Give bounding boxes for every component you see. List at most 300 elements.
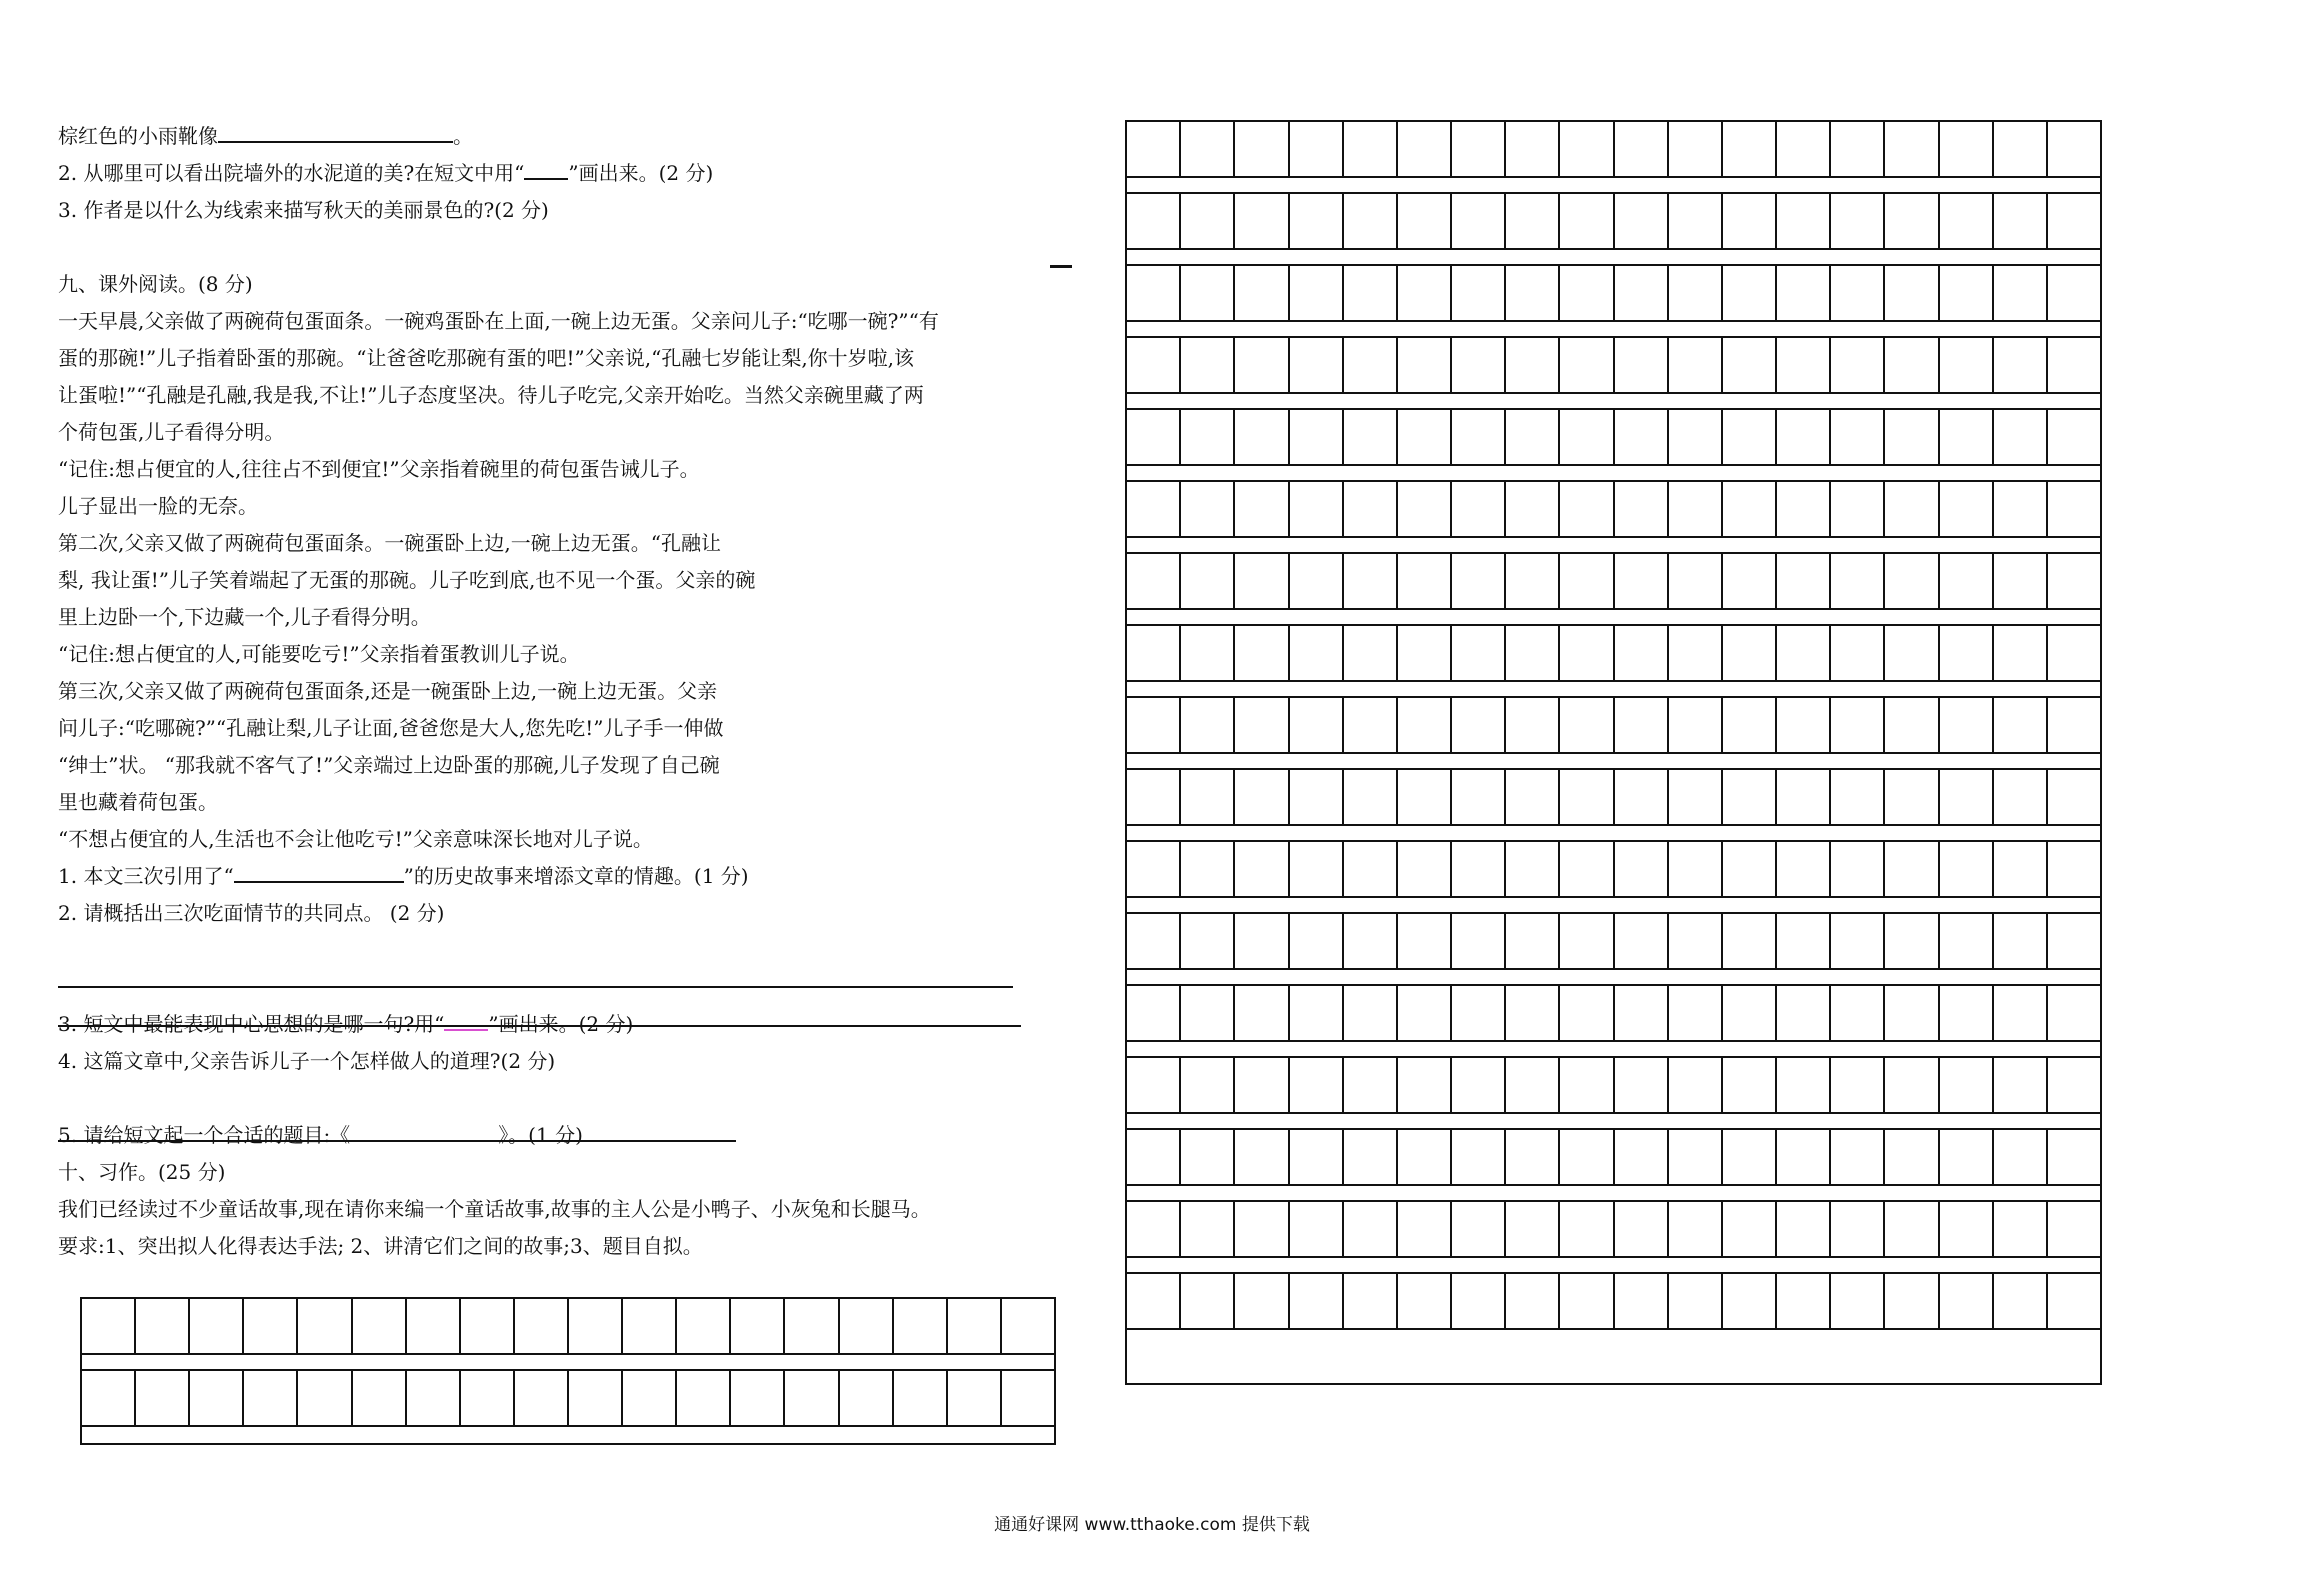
writing-grid-left[interactable] bbox=[80, 1297, 1056, 1445]
grid-cell[interactable] bbox=[1235, 122, 1289, 178]
grid-cell[interactable] bbox=[1506, 626, 1560, 682]
grid-cell[interactable] bbox=[1506, 338, 1560, 394]
grid-cell[interactable] bbox=[1560, 986, 1614, 1042]
grid-cell[interactable] bbox=[1723, 266, 1777, 322]
grid-cell[interactable] bbox=[1290, 986, 1344, 1042]
grid-cell[interactable] bbox=[1560, 914, 1614, 970]
grid-cell[interactable] bbox=[1398, 410, 1452, 466]
grid-cell[interactable] bbox=[1235, 626, 1289, 682]
grid-cell[interactable] bbox=[1615, 986, 1669, 1042]
grid-cell[interactable] bbox=[1669, 986, 1723, 1042]
grid-cell[interactable] bbox=[1723, 770, 1777, 826]
grid-cell[interactable] bbox=[2048, 626, 2100, 682]
grid-cell[interactable] bbox=[1181, 338, 1235, 394]
grid-cell[interactable] bbox=[1452, 1202, 1506, 1258]
grid-cell[interactable] bbox=[1452, 122, 1506, 178]
grid-cell[interactable] bbox=[1002, 1371, 1054, 1427]
grid-cell[interactable] bbox=[1723, 986, 1777, 1042]
grid-cell[interactable] bbox=[1723, 122, 1777, 178]
grid-cell[interactable] bbox=[1127, 1202, 1181, 1258]
grid-cell[interactable] bbox=[1127, 770, 1181, 826]
grid-cell[interactable] bbox=[1615, 914, 1669, 970]
grid-cell[interactable] bbox=[1560, 194, 1614, 250]
grid-cell[interactable] bbox=[1344, 698, 1398, 754]
grid-cell[interactable] bbox=[1669, 1130, 1723, 1186]
grid-cell[interactable] bbox=[1669, 482, 1723, 538]
grid-cell[interactable] bbox=[894, 1299, 948, 1355]
grid-cell[interactable] bbox=[1560, 842, 1614, 898]
grid-cell[interactable] bbox=[1235, 194, 1289, 250]
grid-cell[interactable] bbox=[1831, 194, 1885, 250]
grid-cell[interactable] bbox=[1940, 410, 1994, 466]
grid-cell[interactable] bbox=[1181, 626, 1235, 682]
grid-cell[interactable] bbox=[1398, 338, 1452, 394]
grid-cell[interactable] bbox=[1940, 842, 1994, 898]
grid-cell[interactable] bbox=[1831, 698, 1885, 754]
grid-cell[interactable] bbox=[2048, 770, 2100, 826]
grid-cell[interactable] bbox=[1181, 770, 1235, 826]
grid-cell[interactable] bbox=[1615, 1058, 1669, 1114]
grid-cell[interactable] bbox=[2048, 986, 2100, 1042]
grid-cell[interactable] bbox=[1290, 482, 1344, 538]
grid-cell[interactable] bbox=[1560, 266, 1614, 322]
grid-cell[interactable] bbox=[1940, 1202, 1994, 1258]
grid-cell[interactable] bbox=[1344, 554, 1398, 610]
grid-cell[interactable] bbox=[1831, 554, 1885, 610]
grid-cell[interactable] bbox=[1452, 266, 1506, 322]
grid-cell[interactable] bbox=[407, 1371, 461, 1427]
grid-cell[interactable] bbox=[1669, 1202, 1723, 1258]
grid-cell[interactable] bbox=[1723, 626, 1777, 682]
grid-cell[interactable] bbox=[1290, 194, 1344, 250]
grid-cell[interactable] bbox=[1669, 554, 1723, 610]
grid-cell[interactable] bbox=[785, 1299, 839, 1355]
grid-cell[interactable] bbox=[1615, 482, 1669, 538]
grid-cell[interactable] bbox=[1723, 842, 1777, 898]
grid-cell[interactable] bbox=[1560, 1274, 1614, 1330]
grid-cell[interactable] bbox=[1994, 770, 2048, 826]
grid-cell[interactable] bbox=[948, 1371, 1002, 1427]
grid-cell[interactable] bbox=[1777, 1202, 1831, 1258]
grid-cell[interactable] bbox=[1344, 770, 1398, 826]
grid-cell[interactable] bbox=[2048, 1058, 2100, 1114]
grid-cell[interactable] bbox=[1940, 770, 1994, 826]
grid-cell[interactable] bbox=[1398, 122, 1452, 178]
grid-cell[interactable] bbox=[1290, 266, 1344, 322]
grid-cell[interactable] bbox=[1669, 410, 1723, 466]
grid-cell[interactable] bbox=[1994, 266, 2048, 322]
grid-cell[interactable] bbox=[1235, 554, 1289, 610]
grid-cell[interactable] bbox=[1560, 554, 1614, 610]
grid-cell[interactable] bbox=[1831, 770, 1885, 826]
grid-cell[interactable] bbox=[1235, 266, 1289, 322]
grid-cell[interactable] bbox=[2048, 554, 2100, 610]
grid-cell[interactable] bbox=[1994, 122, 2048, 178]
grid-cell[interactable] bbox=[82, 1299, 136, 1355]
grid-cell[interactable] bbox=[1615, 266, 1669, 322]
grid-cell[interactable] bbox=[1127, 986, 1181, 1042]
grid-cell[interactable] bbox=[1615, 770, 1669, 826]
grid-cell[interactable] bbox=[1344, 626, 1398, 682]
grid-cell[interactable] bbox=[1831, 1130, 1885, 1186]
grid-cell[interactable] bbox=[136, 1299, 190, 1355]
grid-cell[interactable] bbox=[1344, 1130, 1398, 1186]
grid-cell[interactable] bbox=[1885, 1274, 1939, 1330]
grid-cell[interactable] bbox=[2048, 1274, 2100, 1330]
fill-blank[interactable] bbox=[234, 861, 404, 883]
grid-cell[interactable] bbox=[1181, 410, 1235, 466]
grid-cell[interactable] bbox=[1452, 914, 1506, 970]
grid-cell[interactable] bbox=[1290, 914, 1344, 970]
grid-cell[interactable] bbox=[1235, 1130, 1289, 1186]
grid-cell[interactable] bbox=[1181, 1274, 1235, 1330]
grid-cell[interactable] bbox=[1831, 986, 1885, 1042]
answer-line[interactable] bbox=[58, 1140, 736, 1142]
grid-cell[interactable] bbox=[1181, 122, 1235, 178]
grid-cell[interactable] bbox=[677, 1299, 731, 1355]
fill-blank[interactable] bbox=[350, 1120, 498, 1142]
grid-cell[interactable] bbox=[1398, 266, 1452, 322]
grid-cell[interactable] bbox=[2048, 1202, 2100, 1258]
grid-cell[interactable] bbox=[1235, 338, 1289, 394]
grid-cell[interactable] bbox=[1669, 626, 1723, 682]
grid-cell[interactable] bbox=[1885, 266, 1939, 322]
grid-cell[interactable] bbox=[1777, 626, 1831, 682]
grid-cell[interactable] bbox=[1181, 1202, 1235, 1258]
grid-cell[interactable] bbox=[1344, 338, 1398, 394]
answer-line[interactable] bbox=[58, 1025, 1021, 1027]
fill-blank[interactable] bbox=[444, 1009, 488, 1031]
grid-cell[interactable] bbox=[1885, 1058, 1939, 1114]
grid-cell[interactable] bbox=[1452, 842, 1506, 898]
grid-cell[interactable] bbox=[623, 1299, 677, 1355]
grid-cell[interactable] bbox=[1723, 1130, 1777, 1186]
grid-cell[interactable] bbox=[1615, 842, 1669, 898]
grid-cell[interactable] bbox=[1235, 986, 1289, 1042]
grid-cell[interactable] bbox=[1398, 554, 1452, 610]
grid-cell[interactable] bbox=[569, 1299, 623, 1355]
grid-cell[interactable] bbox=[1181, 698, 1235, 754]
grid-cell[interactable] bbox=[1290, 698, 1344, 754]
fill-blank[interactable] bbox=[218, 121, 453, 143]
grid-cell[interactable] bbox=[1344, 266, 1398, 322]
grid-cell[interactable] bbox=[1777, 914, 1831, 970]
grid-cell[interactable] bbox=[1560, 122, 1614, 178]
grid-cell[interactable] bbox=[1940, 482, 1994, 538]
grid-cell[interactable] bbox=[1831, 410, 1885, 466]
grid-cell[interactable] bbox=[1127, 338, 1181, 394]
grid-cell[interactable] bbox=[1831, 842, 1885, 898]
grid-cell[interactable] bbox=[1669, 122, 1723, 178]
grid-cell[interactable] bbox=[1290, 1202, 1344, 1258]
grid-cell[interactable] bbox=[1777, 554, 1831, 610]
grid-cell[interactable] bbox=[1452, 482, 1506, 538]
grid-cell[interactable] bbox=[1777, 266, 1831, 322]
grid-cell[interactable] bbox=[1127, 842, 1181, 898]
grid-cell[interactable] bbox=[1777, 1130, 1831, 1186]
grid-cell[interactable] bbox=[2048, 338, 2100, 394]
grid-cell[interactable] bbox=[353, 1299, 407, 1355]
grid-cell[interactable] bbox=[1452, 1130, 1506, 1186]
grid-cell[interactable] bbox=[2048, 410, 2100, 466]
grid-cell[interactable] bbox=[1615, 554, 1669, 610]
grid-cell[interactable] bbox=[1127, 626, 1181, 682]
grid-cell[interactable] bbox=[1885, 626, 1939, 682]
grid-cell[interactable] bbox=[1777, 410, 1831, 466]
grid-cell[interactable] bbox=[1994, 1202, 2048, 1258]
grid-cell[interactable] bbox=[1777, 122, 1831, 178]
grid-cell[interactable] bbox=[1777, 698, 1831, 754]
grid-cell[interactable] bbox=[1560, 1058, 1614, 1114]
grid-cell[interactable] bbox=[1560, 410, 1614, 466]
grid-cell[interactable] bbox=[1994, 698, 2048, 754]
grid-cell[interactable] bbox=[623, 1371, 677, 1427]
grid-cell[interactable] bbox=[1290, 770, 1344, 826]
grid-cell[interactable] bbox=[1669, 1274, 1723, 1330]
grid-cell[interactable] bbox=[1344, 1274, 1398, 1330]
grid-cell[interactable] bbox=[1940, 122, 1994, 178]
grid-cell[interactable] bbox=[1290, 1130, 1344, 1186]
grid-cell[interactable] bbox=[1181, 1058, 1235, 1114]
grid-cell[interactable] bbox=[1506, 1130, 1560, 1186]
grid-cell[interactable] bbox=[1398, 842, 1452, 898]
grid-cell[interactable] bbox=[1723, 1202, 1777, 1258]
grid-cell[interactable] bbox=[1615, 194, 1669, 250]
grid-cell[interactable] bbox=[1723, 1274, 1777, 1330]
grid-cell[interactable] bbox=[1344, 986, 1398, 1042]
grid-cell[interactable] bbox=[1235, 1274, 1289, 1330]
grid-cell[interactable] bbox=[1831, 1274, 1885, 1330]
grid-cell[interactable] bbox=[1723, 554, 1777, 610]
grid-cell[interactable] bbox=[1615, 122, 1669, 178]
grid-cell[interactable] bbox=[1235, 1058, 1289, 1114]
grid-cell[interactable] bbox=[1452, 1058, 1506, 1114]
grid-cell[interactable] bbox=[1127, 1274, 1181, 1330]
grid-cell[interactable] bbox=[1452, 554, 1506, 610]
grid-cell[interactable] bbox=[1831, 482, 1885, 538]
grid-cell[interactable] bbox=[1452, 986, 1506, 1042]
grid-cell[interactable] bbox=[1994, 914, 2048, 970]
grid-cell[interactable] bbox=[1506, 1058, 1560, 1114]
grid-cell[interactable] bbox=[1398, 1274, 1452, 1330]
grid-cell[interactable] bbox=[2048, 266, 2100, 322]
grid-cell[interactable] bbox=[2048, 842, 2100, 898]
grid-cell[interactable] bbox=[1290, 1274, 1344, 1330]
grid-cell[interactable] bbox=[244, 1299, 298, 1355]
grid-cell[interactable] bbox=[1452, 770, 1506, 826]
grid-cell[interactable] bbox=[1398, 1202, 1452, 1258]
grid-cell[interactable] bbox=[1127, 554, 1181, 610]
grid-cell[interactable] bbox=[1506, 1202, 1560, 1258]
grid-cell[interactable] bbox=[1777, 194, 1831, 250]
grid-cell[interactable] bbox=[1777, 986, 1831, 1042]
grid-cell[interactable] bbox=[1398, 482, 1452, 538]
grid-cell[interactable] bbox=[1885, 194, 1939, 250]
grid-cell[interactable] bbox=[1560, 626, 1614, 682]
grid-cell[interactable] bbox=[1452, 194, 1506, 250]
grid-cell[interactable] bbox=[1994, 1130, 2048, 1186]
grid-cell[interactable] bbox=[785, 1371, 839, 1427]
grid-cell[interactable] bbox=[1344, 194, 1398, 250]
grid-cell[interactable] bbox=[1506, 770, 1560, 826]
grid-cell[interactable] bbox=[2048, 122, 2100, 178]
grid-cell[interactable] bbox=[1506, 698, 1560, 754]
grid-cell[interactable] bbox=[1615, 698, 1669, 754]
grid-cell[interactable] bbox=[1885, 410, 1939, 466]
grid-cell[interactable] bbox=[1002, 1299, 1054, 1355]
grid-cell[interactable] bbox=[1452, 626, 1506, 682]
grid-cell[interactable] bbox=[1398, 1130, 1452, 1186]
grid-cell[interactable] bbox=[1235, 1202, 1289, 1258]
grid-cell[interactable] bbox=[1615, 1274, 1669, 1330]
grid-cell[interactable] bbox=[1127, 698, 1181, 754]
grid-cell[interactable] bbox=[190, 1299, 244, 1355]
grid-cell[interactable] bbox=[1506, 842, 1560, 898]
grid-cell[interactable] bbox=[1560, 698, 1614, 754]
grid-cell[interactable] bbox=[1344, 842, 1398, 898]
grid-cell[interactable] bbox=[1940, 338, 1994, 394]
grid-cell[interactable] bbox=[515, 1299, 569, 1355]
grid-cell[interactable] bbox=[1940, 986, 1994, 1042]
grid-cell[interactable] bbox=[1940, 1058, 1994, 1114]
grid-cell[interactable] bbox=[298, 1371, 352, 1427]
grid-cell[interactable] bbox=[1290, 1058, 1344, 1114]
grid-cell[interactable] bbox=[1181, 914, 1235, 970]
grid-cell[interactable] bbox=[1181, 986, 1235, 1042]
grid-cell[interactable] bbox=[461, 1299, 515, 1355]
grid-cell[interactable] bbox=[1127, 914, 1181, 970]
grid-cell[interactable] bbox=[1290, 410, 1344, 466]
grid-cell[interactable] bbox=[1181, 482, 1235, 538]
grid-cell[interactable] bbox=[1181, 554, 1235, 610]
grid-cell[interactable] bbox=[1831, 1058, 1885, 1114]
grid-cell[interactable] bbox=[1994, 626, 2048, 682]
grid-cell[interactable] bbox=[1885, 1130, 1939, 1186]
grid-cell[interactable] bbox=[1669, 194, 1723, 250]
grid-cell[interactable] bbox=[1831, 626, 1885, 682]
grid-cell[interactable] bbox=[1940, 1274, 1994, 1330]
grid-cell[interactable] bbox=[731, 1299, 785, 1355]
grid-cell[interactable] bbox=[1506, 986, 1560, 1042]
grid-cell[interactable] bbox=[1994, 554, 2048, 610]
grid-cell[interactable] bbox=[1831, 122, 1885, 178]
grid-cell[interactable] bbox=[1344, 410, 1398, 466]
grid-cell[interactable] bbox=[1506, 482, 1560, 538]
grid-cell[interactable] bbox=[948, 1299, 1002, 1355]
grid-cell[interactable] bbox=[1127, 1130, 1181, 1186]
grid-cell[interactable] bbox=[2048, 698, 2100, 754]
grid-cell[interactable] bbox=[1994, 338, 2048, 394]
grid-cell[interactable] bbox=[1181, 194, 1235, 250]
grid-cell[interactable] bbox=[1127, 266, 1181, 322]
grid-cell[interactable] bbox=[190, 1371, 244, 1427]
grid-cell[interactable] bbox=[1452, 410, 1506, 466]
grid-cell[interactable] bbox=[407, 1299, 461, 1355]
grid-cell[interactable] bbox=[1235, 770, 1289, 826]
fill-blank[interactable] bbox=[524, 158, 568, 180]
grid-cell[interactable] bbox=[1235, 842, 1289, 898]
grid-cell[interactable] bbox=[2048, 194, 2100, 250]
grid-cell[interactable] bbox=[1777, 1274, 1831, 1330]
grid-cell[interactable] bbox=[1506, 194, 1560, 250]
grid-cell[interactable] bbox=[1723, 194, 1777, 250]
grid-cell[interactable] bbox=[461, 1371, 515, 1427]
grid-cell[interactable] bbox=[1669, 914, 1723, 970]
grid-cell[interactable] bbox=[1940, 626, 1994, 682]
grid-cell[interactable] bbox=[1181, 266, 1235, 322]
grid-cell[interactable] bbox=[1723, 698, 1777, 754]
grid-cell[interactable] bbox=[1940, 914, 1994, 970]
grid-cell[interactable] bbox=[1344, 1058, 1398, 1114]
grid-cell[interactable] bbox=[1506, 122, 1560, 178]
grid-cell[interactable] bbox=[1777, 482, 1831, 538]
grid-cell[interactable] bbox=[1885, 914, 1939, 970]
grid-cell[interactable] bbox=[1452, 1274, 1506, 1330]
grid-cell[interactable] bbox=[1940, 554, 1994, 610]
grid-cell[interactable] bbox=[1127, 482, 1181, 538]
grid-cell[interactable] bbox=[1560, 338, 1614, 394]
grid-cell[interactable] bbox=[1669, 266, 1723, 322]
grid-cell[interactable] bbox=[1127, 1058, 1181, 1114]
grid-cell[interactable] bbox=[1127, 194, 1181, 250]
grid-cell[interactable] bbox=[1344, 122, 1398, 178]
grid-cell[interactable] bbox=[1994, 842, 2048, 898]
grid-cell[interactable] bbox=[1344, 1202, 1398, 1258]
writing-grid-right[interactable] bbox=[1125, 120, 2102, 1385]
grid-cell[interactable] bbox=[1940, 698, 1994, 754]
grid-cell[interactable] bbox=[1885, 770, 1939, 826]
grid-cell[interactable] bbox=[515, 1371, 569, 1427]
grid-cell[interactable] bbox=[1940, 1130, 1994, 1186]
grid-cell[interactable] bbox=[1452, 338, 1506, 394]
grid-cell[interactable] bbox=[1235, 482, 1289, 538]
grid-cell[interactable] bbox=[1398, 914, 1452, 970]
grid-cell[interactable] bbox=[1615, 1130, 1669, 1186]
grid-cell[interactable] bbox=[1831, 338, 1885, 394]
grid-cell[interactable] bbox=[1506, 266, 1560, 322]
grid-cell[interactable] bbox=[1831, 914, 1885, 970]
grid-cell[interactable] bbox=[1560, 1202, 1614, 1258]
grid-cell[interactable] bbox=[1669, 770, 1723, 826]
grid-cell[interactable] bbox=[1723, 338, 1777, 394]
grid-cell[interactable] bbox=[1615, 626, 1669, 682]
grid-cell[interactable] bbox=[1723, 1058, 1777, 1114]
grid-cell[interactable] bbox=[1885, 698, 1939, 754]
grid-cell[interactable] bbox=[1344, 914, 1398, 970]
grid-cell[interactable] bbox=[894, 1371, 948, 1427]
grid-cell[interactable] bbox=[1994, 410, 2048, 466]
grid-cell[interactable] bbox=[1885, 122, 1939, 178]
grid-cell[interactable] bbox=[1723, 914, 1777, 970]
grid-cell[interactable] bbox=[1506, 554, 1560, 610]
grid-cell[interactable] bbox=[1127, 410, 1181, 466]
grid-cell[interactable] bbox=[1777, 770, 1831, 826]
grid-cell[interactable] bbox=[1506, 914, 1560, 970]
grid-cell[interactable] bbox=[2048, 482, 2100, 538]
grid-cell[interactable] bbox=[1506, 410, 1560, 466]
grid-cell[interactable] bbox=[1723, 410, 1777, 466]
grid-cell[interactable] bbox=[1127, 122, 1181, 178]
grid-cell[interactable] bbox=[1290, 122, 1344, 178]
grid-cell[interactable] bbox=[1398, 1058, 1452, 1114]
grid-cell[interactable] bbox=[1398, 698, 1452, 754]
grid-cell[interactable] bbox=[1398, 770, 1452, 826]
grid-cell[interactable] bbox=[1669, 698, 1723, 754]
grid-cell[interactable] bbox=[1994, 986, 2048, 1042]
grid-cell[interactable] bbox=[1885, 482, 1939, 538]
grid-cell[interactable] bbox=[1994, 194, 2048, 250]
grid-cell[interactable] bbox=[1885, 338, 1939, 394]
